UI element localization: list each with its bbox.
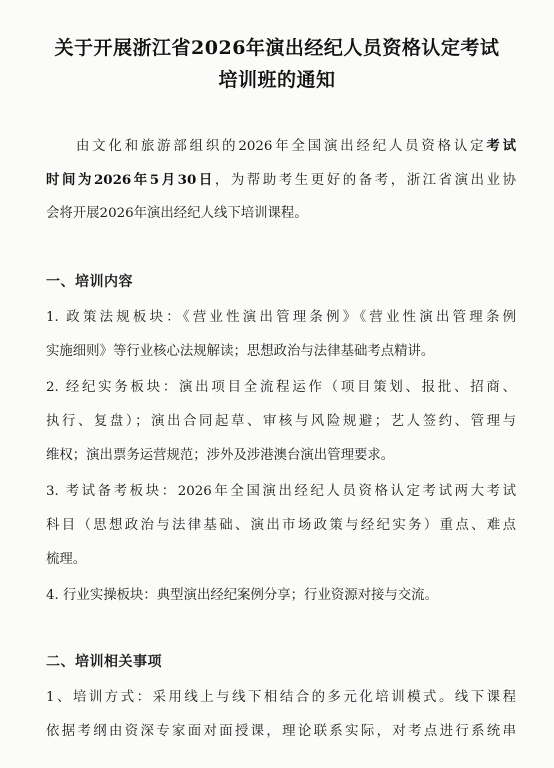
content-item-2-line-2: 执行、复盘）；演出合同起草、审核与风险规避；艺人签约、管理与 bbox=[46, 414, 516, 429]
matters-item-1-line-2: 依据考纲由资深专家面对面授课，理论联系实际，对考点进行系统串 bbox=[46, 724, 516, 739]
content-item-3-line-1: 3. 考试备考板块：2026年全国演出经纪人员资格认定考试两大考试 bbox=[46, 484, 516, 499]
notice-title-line-1: 关于开展浙江省2026年演出经纪人员资格认定考试 bbox=[54, 37, 500, 59]
matters-item-1-line-1: 1、培训方式：采用线上与线下相结合的多元化培训模式。线下课程 bbox=[46, 690, 516, 705]
intro-line-3: 会将开展2026年演出经纪人线下培训课程。 bbox=[46, 206, 308, 221]
intro-emphasis: 考试 bbox=[486, 138, 517, 154]
section-heading-training-matters: 二、培训相关事项 bbox=[46, 654, 162, 670]
content-item-1-line-2: 实施细则》等行业核心法规解读；思想政治与法律基础考点精讲。 bbox=[46, 344, 435, 359]
content-item-3-line-2: 科目（思想政治与法律基础、演出市场政策与经纪实务）重点、难点 bbox=[46, 518, 516, 533]
content-item-1-line-1: 1. 政策法规板块：《营业性演出管理条例》《营业性演出管理条例 bbox=[46, 310, 516, 325]
intro-text: 由文化和旅游部组织的2026年全国演出经纪人员资格认定 bbox=[76, 139, 487, 154]
notice-title-line-2: 培训班的通知 bbox=[218, 69, 336, 91]
intro-text: ，为帮助考生更好的备考，浙江省演出业协 bbox=[214, 173, 516, 188]
intro-line-1 bbox=[76, 136, 516, 157]
content-item-2-line-3: 维权；演出票务运营规范；涉外及涉港澳台演出管理要求。 bbox=[46, 448, 395, 463]
exam-date-emphasis: 时间为2026年5月30日 bbox=[46, 172, 215, 188]
intro-line-2 bbox=[46, 170, 516, 191]
content-item-3-line-3: 梳理。 bbox=[46, 552, 87, 567]
content-item-4-line-1: 4. 行业实操板块：典型演出经纪案例分享；行业资源对接与交流。 bbox=[46, 588, 438, 603]
content-item-2-line-1: 2. 经纪实务板块：演出项目全流程运作（项目策划、报批、招商、 bbox=[46, 380, 516, 395]
section-heading-training-content: 一、培训内容 bbox=[46, 274, 133, 290]
